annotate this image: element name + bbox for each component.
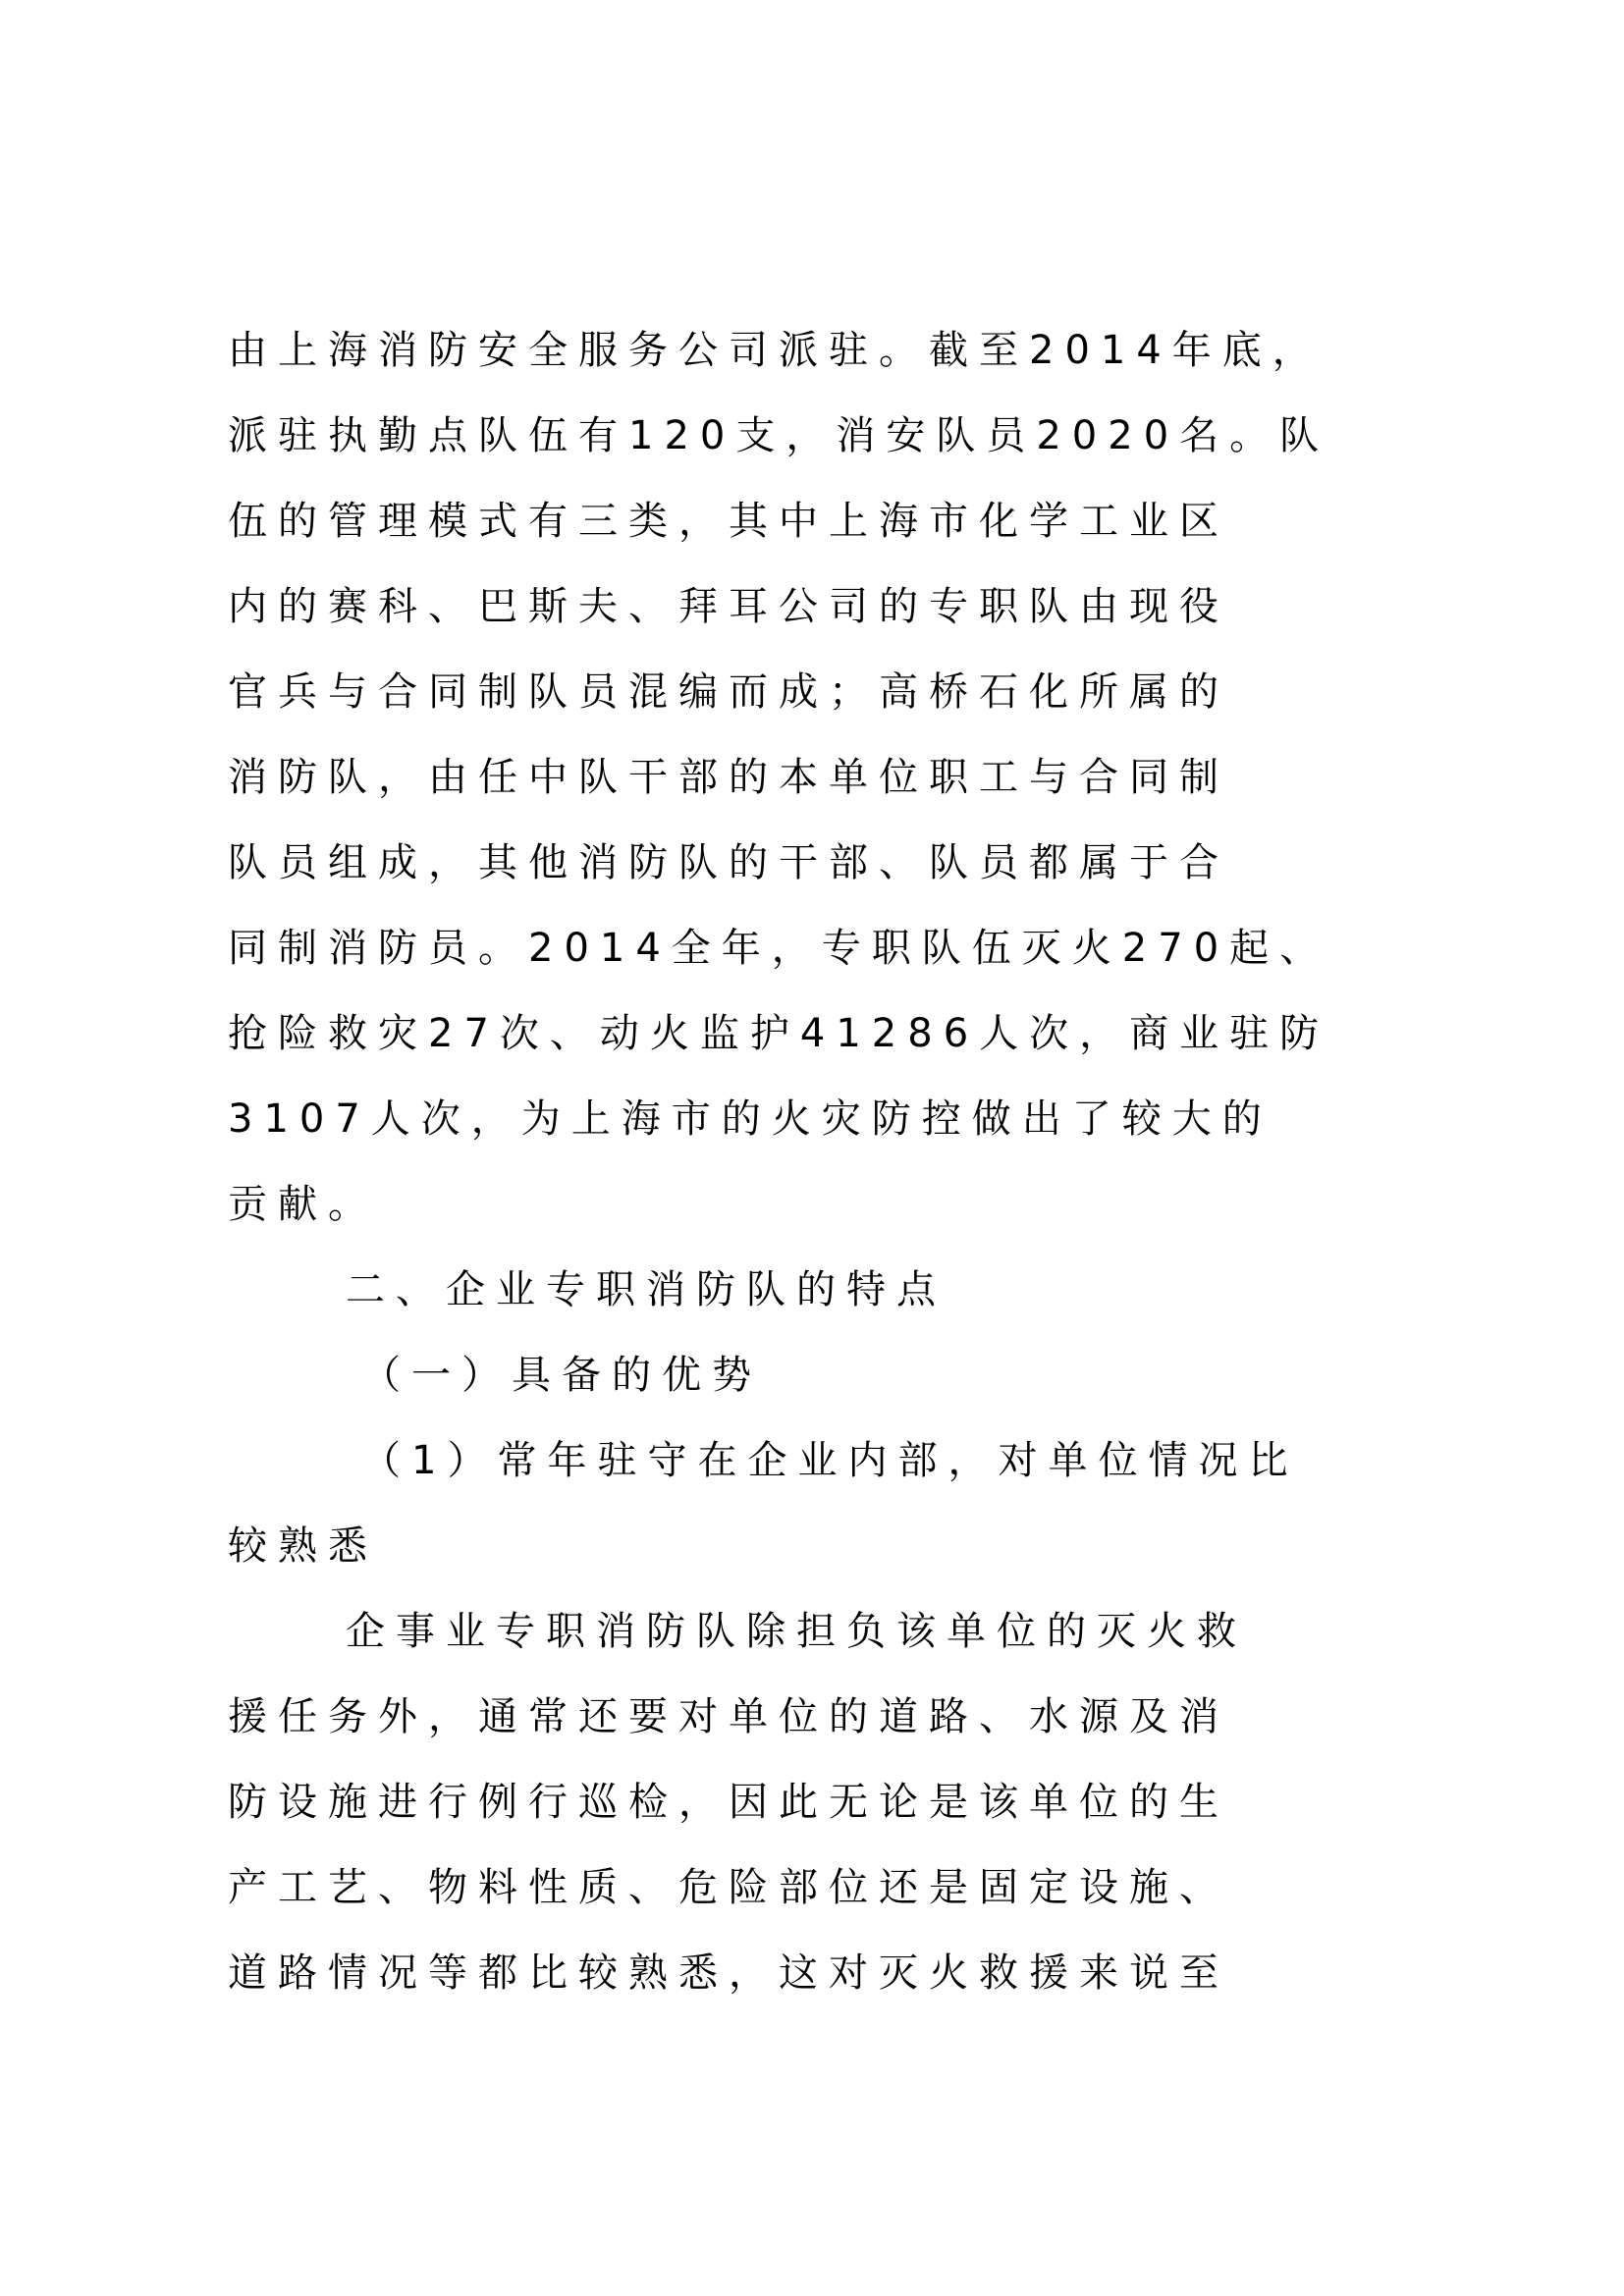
body-text-line: 由上海消防安全服务公司派驻。截至2014年底，: [228, 328, 1323, 373]
point-heading: 较熟悉: [228, 1523, 378, 1569]
body-text-line: 派驻执勤点队伍有120支，消安队员2020名。队: [228, 413, 1330, 458]
body-text-line: 3107人次，为上海市的火灾防控做出了较大的: [228, 1096, 1272, 1142]
body-text-line: 企事业专职消防队除担负该单位的灭火救: [346, 1609, 1247, 1654]
point-heading: （1）常年驻守在企业内部，对单位情况比: [361, 1438, 1299, 1483]
body-text-line: 消防队，由任中队干部的本单位职工与合同制: [228, 755, 1229, 800]
body-text-line: 内的赛科、巴斯夫、拜耳公司的专职队由现役: [228, 584, 1229, 629]
body-text-line: 官兵与合同制队员混编而成；高桥石化所属的: [228, 669, 1229, 715]
body-text-line: 道路情况等都比较熟悉，这对灭火救援来说至: [228, 1950, 1229, 1996]
body-text-line: 伍的管理模式有三类，其中上海市化学工业区: [228, 499, 1229, 544]
body-text-line: 产工艺、物料性质、危险部位还是固定设施、: [228, 1865, 1229, 1910]
body-text-line: 防设施进行例行巡检，因此无论是该单位的生: [228, 1780, 1229, 1825]
subsection-heading: （一）具备的优势: [361, 1353, 762, 1398]
body-text-line: 队员组成，其他消防队的干部、队员都属于合: [228, 840, 1229, 885]
body-text-line: 同制消防员。2014全年，专职队伍灭火270起、: [228, 926, 1330, 971]
section-heading: 二、企业专职消防队的特点: [346, 1267, 947, 1312]
body-text-line: 援任务外，通常还要对单位的道路、水源及消: [228, 1694, 1229, 1739]
body-text-line: 贡献。: [228, 1182, 378, 1227]
body-text-line: 抢险救灾27次、动火监护41286人次，商业驻防: [228, 1011, 1330, 1056]
